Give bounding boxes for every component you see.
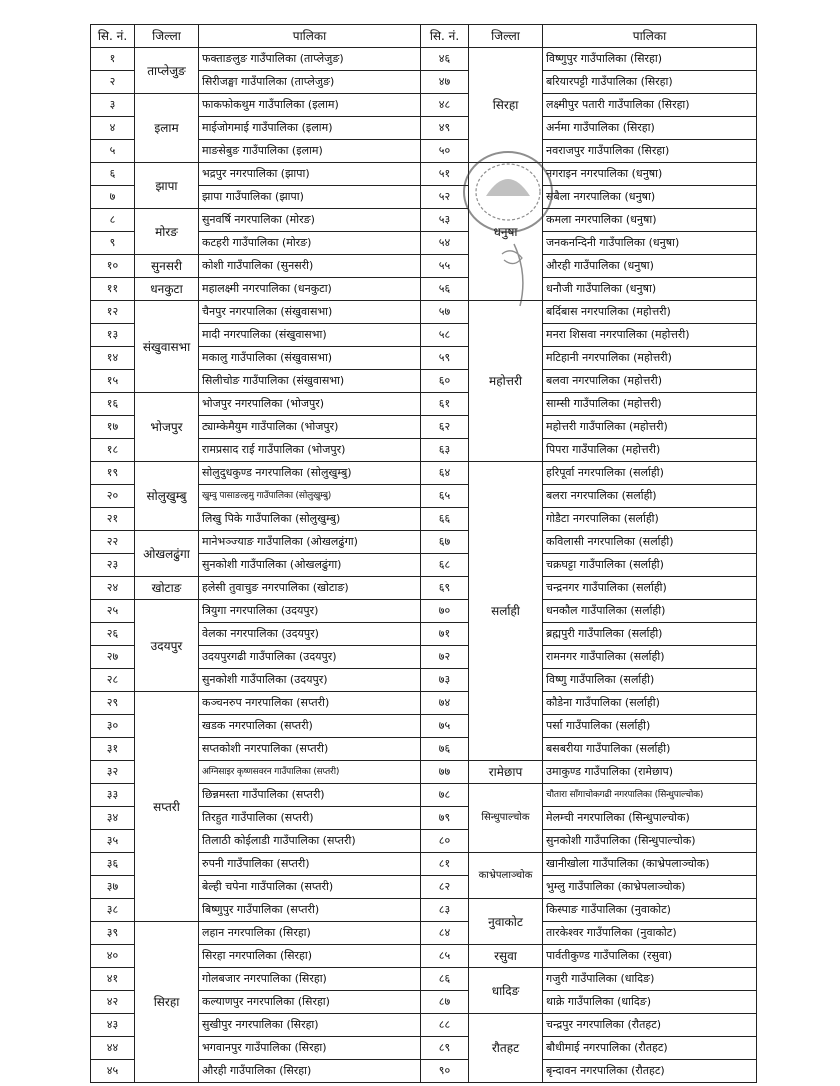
palika-name: फाकफोकथुम गाउँपालिका (इलाम): [199, 94, 421, 117]
serial-number: २७: [91, 646, 135, 669]
serial-number: ५२: [421, 186, 469, 209]
palika-name: भद्रपुर नगरपालिका (झापा): [199, 163, 421, 186]
palika-name: गजुरी गाउँपालिका (धादिङ): [543, 968, 757, 991]
serial-number: ५९: [421, 347, 469, 370]
serial-number: २४: [91, 577, 135, 600]
palika-name: कञ्चनरुप नगरपालिका (सप्तरी): [199, 692, 421, 715]
serial-number: ८३: [421, 899, 469, 922]
palika-name: चौतारा साँगाचोकगढी नगरपालिका (सिन्धुपाल्चोक): [543, 784, 757, 807]
serial-number: १८: [91, 439, 135, 462]
serial-number: ३७: [91, 876, 135, 899]
serial-number: ६: [91, 163, 135, 186]
serial-number: ६०: [421, 370, 469, 393]
palika-name: बलरा नगरपालिका (सर्लाही): [543, 485, 757, 508]
district-name: खोटाङ: [135, 577, 199, 600]
serial-number: ३५: [91, 830, 135, 853]
serial-number: ४३: [91, 1014, 135, 1037]
palika-name: महालक्ष्मी नगरपालिका (धनकुटा): [199, 278, 421, 301]
palika-name: भोजपुर नगरपालिका (भोजपुर): [199, 393, 421, 416]
header-sn-2: सि. नं.: [421, 25, 469, 48]
district-name: उदयपुर: [135, 600, 199, 692]
serial-number: ७०: [421, 600, 469, 623]
serial-number: ८६: [421, 968, 469, 991]
palika-name: रामनगर गाउँपालिका (सर्लाही): [543, 646, 757, 669]
serial-number: ४७: [421, 71, 469, 94]
palika-name: कटहरी गाउँपालिका (मोरङ): [199, 232, 421, 255]
palika-name: महोत्तरी गाउँपालिका (महोत्तरी): [543, 416, 757, 439]
serial-number: ३: [91, 94, 135, 117]
header-sn: सि. नं.: [91, 25, 135, 48]
table-body: [91, 48, 757, 1083]
table-row: [91, 255, 757, 278]
district-name: महोत्तरी: [469, 301, 543, 462]
palika-name: बर्दिबास नगरपालिका (महोत्तरी): [543, 301, 757, 324]
serial-number: १०: [91, 255, 135, 278]
serial-number: ३१: [91, 738, 135, 761]
serial-number: ६३: [421, 439, 469, 462]
palika-name: नगराइन नगरपालिका (धनुषा): [543, 163, 757, 186]
serial-number: ४५: [91, 1060, 135, 1083]
palika-name: रामप्रसाद राई गाउँपालिका (भोजपुर): [199, 439, 421, 462]
table-row: [91, 462, 757, 485]
serial-number: १४: [91, 347, 135, 370]
serial-number: ९०: [421, 1060, 469, 1083]
palika-name: तिलाठी कोईलाडी गाउँपालिका (सप्तरी): [199, 830, 421, 853]
serial-number: १६: [91, 393, 135, 416]
serial-number: ५५: [421, 255, 469, 278]
palika-name: बिष्णुपुर गाउँपालिका (सप्तरी): [199, 899, 421, 922]
serial-number: ७३: [421, 669, 469, 692]
serial-number: ८७: [421, 991, 469, 1014]
palika-name: सुनकोशी गाउँपालिका (उदयपुर): [199, 669, 421, 692]
palika-name: चन्द्रपुर नगरपालिका (रौतहट): [543, 1014, 757, 1037]
serial-number: ४: [91, 117, 135, 140]
district-name: रौतहट: [469, 1014, 543, 1083]
palika-name: गोडैटा नगरपालिका (सर्लाही): [543, 508, 757, 531]
serial-number: ८८: [421, 1014, 469, 1037]
palika-name: हरिपूर्वा नगरपालिका (सर्लाही): [543, 462, 757, 485]
serial-number: ४२: [91, 991, 135, 1014]
serial-number: ५: [91, 140, 135, 163]
district-name: रसुवा: [469, 945, 543, 968]
palika-name: मानेभञ्ज्याङ गाउँपालिका (ओखलढुंगा): [199, 531, 421, 554]
table-header-row: [91, 25, 757, 48]
table-row: [91, 278, 757, 301]
palika-name: मटिहानी नगरपालिका (महोत्तरी): [543, 347, 757, 370]
palika-name: बसबरीया गाउँपालिका (सर्लाही): [543, 738, 757, 761]
palika-name: अग्निसाइर कृष्णसवरन गाउँपालिका (सप्तरी): [199, 761, 421, 784]
serial-number: ३२: [91, 761, 135, 784]
district-name: मोरङ: [135, 209, 199, 255]
palika-name: बरियारपट्टी गाउँपालिका (सिरहा): [543, 71, 757, 94]
table-row: [91, 94, 757, 117]
serial-number: १२: [91, 301, 135, 324]
table-row: [91, 692, 757, 715]
palika-name: नवराजपुर गाउँपालिका (सिरहा): [543, 140, 757, 163]
serial-number: ५६: [421, 278, 469, 301]
palika-name: हलेसी तुवाचुङ नगरपालिका (खोटाङ): [199, 577, 421, 600]
serial-number: ४९: [421, 117, 469, 140]
serial-number: २: [91, 71, 135, 94]
palika-name: छिन्नमस्ता गाउँपालिका (सप्तरी): [199, 784, 421, 807]
serial-number: ८५: [421, 945, 469, 968]
palika-name: सिरीजङ्घा गाउँपालिका (ताप्लेजुङ): [199, 71, 421, 94]
serial-number: ११: [91, 278, 135, 301]
serial-number: ७८: [421, 784, 469, 807]
serial-number: २८: [91, 669, 135, 692]
palika-name: सप्तकोशी नगरपालिका (सप्तरी): [199, 738, 421, 761]
serial-number: १५: [91, 370, 135, 393]
palika-name: धनकौल गाउँपालिका (सर्लाही): [543, 600, 757, 623]
serial-number: ७९: [421, 807, 469, 830]
palika-name: पर्सा गाउँपालिका (सर्लाही): [543, 715, 757, 738]
palika-name: धनौजी गाउँपालिका (धनुषा): [543, 278, 757, 301]
district-name: सोलुखुम्बु: [135, 462, 199, 531]
palika-name: उमाकुण्ड गाउँपालिका (रामेछाप): [543, 761, 757, 784]
table-row: [91, 531, 757, 554]
palika-name: पार्वतीकुण्ड गाउँपालिका (रसुवा): [543, 945, 757, 968]
table-row: [91, 577, 757, 600]
district-name: सप्तरी: [135, 692, 199, 922]
serial-number: ४४: [91, 1037, 135, 1060]
palika-name: सिरहा नगरपालिका (सिरहा): [199, 945, 421, 968]
serial-number: ५३: [421, 209, 469, 232]
serial-number: ३०: [91, 715, 135, 738]
palika-name: चक्रघट्टा गाउँपालिका (सर्लाही): [543, 554, 757, 577]
palika-name: त्रियुगा नगरपालिका (उदयपुर): [199, 600, 421, 623]
serial-number: ३६: [91, 853, 135, 876]
palika-name: सुनकोशी गाउँपालिका (ओखलढुंगा): [199, 554, 421, 577]
palika-name: थाक्रे गाउँपालिका (धादिङ): [543, 991, 757, 1014]
serial-number: ३९: [91, 922, 135, 945]
district-name: इलाम: [135, 94, 199, 163]
palika-name: सिलीचोङ गाउँपालिका (संखुवासभा): [199, 370, 421, 393]
header-district: जिल्ला: [135, 25, 199, 48]
palika-name: सुनवर्षि नगरपालिका (मोरङ): [199, 209, 421, 232]
serial-number: ७२: [421, 646, 469, 669]
palika-name: लहान नगरपालिका (सिरहा): [199, 922, 421, 945]
palika-name: कौडेना गाउँपालिका (सर्लाही): [543, 692, 757, 715]
serial-number: १९: [91, 462, 135, 485]
palika-name: भगवानपुर गाउँपालिका (सिरहा): [199, 1037, 421, 1060]
palika-name: बलवा नगरपालिका (महोत्तरी): [543, 370, 757, 393]
palika-name: वेलका नगरपालिका (उदयपुर): [199, 623, 421, 646]
palika-name: खडक नगरपालिका (सप्तरी): [199, 715, 421, 738]
district-name: सिन्धुपाल्चोक: [469, 784, 543, 853]
palika-name: कोशी गाउँपालिका (सुनसरी): [199, 255, 421, 278]
palika-name: मनरा शिसवा नगरपालिका (महोत्तरी): [543, 324, 757, 347]
palika-table: [90, 24, 757, 1083]
palika-name: तारकेश्वर गाउँपालिका (नुवाकोट): [543, 922, 757, 945]
palika-name: खानीखोला गाउँपालिका (काभ्रेपलाञ्चोक): [543, 853, 757, 876]
palika-name: चैनपुर नगरपालिका (संखुवासभा): [199, 301, 421, 324]
district-name: सिरहा: [135, 922, 199, 1083]
palika-name: ट्याम्केमैयुम गाउँपालिका (भोजपुर): [199, 416, 421, 439]
table-row: [91, 163, 757, 186]
serial-number: १: [91, 48, 135, 71]
district-name: सिरहा: [469, 48, 543, 163]
serial-number: ७६: [421, 738, 469, 761]
palika-name: औरही गाउँपालिका (धनुषा): [543, 255, 757, 278]
palika-name: खुम्वु पासाङल्हमु गाउँपालिका (सोलुखुम्बु): [199, 485, 421, 508]
document-sheet: [90, 24, 756, 1083]
palika-name: मादी नगरपालिका (संखुवासभा): [199, 324, 421, 347]
palika-name: अर्नमा गाउँपालिका (सिरहा): [543, 117, 757, 140]
table-row: [91, 301, 757, 324]
serial-number: ६५: [421, 485, 469, 508]
palika-name: कविलासी नगरपालिका (सर्लाही): [543, 531, 757, 554]
district-name: ओखलढुंगा: [135, 531, 199, 577]
district-name: ताप्लेजुङ: [135, 48, 199, 94]
serial-number: १७: [91, 416, 135, 439]
palika-name: भुम्लु गाउँपालिका (काभ्रेपलाञ्चोक): [543, 876, 757, 899]
palika-name: बौधीमाई नगरपालिका (रौतहट): [543, 1037, 757, 1060]
palika-name: पिपरा गाउँपालिका (महोत्तरी): [543, 439, 757, 462]
palika-name: कमला नगरपालिका (धनुषा): [543, 209, 757, 232]
header-palika-2: पालिका: [543, 25, 757, 48]
district-name: सुनसरी: [135, 255, 199, 278]
header-palika: पालिका: [199, 25, 421, 48]
serial-number: २२: [91, 531, 135, 554]
serial-number: ८९: [421, 1037, 469, 1060]
table-row: [91, 600, 757, 623]
serial-number: ४८: [421, 94, 469, 117]
district-name: संखुवासभा: [135, 301, 199, 393]
palika-name: माङसेबुङ गाउँपालिका (इलाम): [199, 140, 421, 163]
serial-number: २०: [91, 485, 135, 508]
serial-number: २६: [91, 623, 135, 646]
palika-name: सुखीपुर नगरपालिका (सिरहा): [199, 1014, 421, 1037]
palika-name: सबैला नगरपालिका (धनुषा): [543, 186, 757, 209]
serial-number: ३४: [91, 807, 135, 830]
palika-name: बेल्ही चपेना गाउँपालिका (सप्तरी): [199, 876, 421, 899]
district-name: धादिङ: [469, 968, 543, 1014]
district-name: नुवाकोट: [469, 899, 543, 945]
serial-number: ७१: [421, 623, 469, 646]
serial-number: ३८: [91, 899, 135, 922]
serial-number: ६६: [421, 508, 469, 531]
table-row: [91, 393, 757, 416]
serial-number: ५१: [421, 163, 469, 186]
palika-name: कल्याणपुर नगरपालिका (सिरहा): [199, 991, 421, 1014]
palika-name: बृन्दावन नगरपालिका (रौतहट): [543, 1060, 757, 1083]
palika-name: साम्सी गाउँपालिका (महोत्तरी): [543, 393, 757, 416]
palika-name: विष्णु गाउँपालिका (सर्लाही): [543, 669, 757, 692]
serial-number: ७५: [421, 715, 469, 738]
palika-name: विष्णुपुर गाउँपालिका (सिरहा): [543, 48, 757, 71]
serial-number: ४१: [91, 968, 135, 991]
district-name: काभ्रेपलाञ्चोक: [469, 853, 543, 899]
serial-number: २५: [91, 600, 135, 623]
serial-number: ६१: [421, 393, 469, 416]
district-name: धनकुटा: [135, 278, 199, 301]
palika-name: औरही गाउँपालिका (सिरहा): [199, 1060, 421, 1083]
serial-number: ७: [91, 186, 135, 209]
serial-number: ६४: [421, 462, 469, 485]
serial-number: २९: [91, 692, 135, 715]
serial-number: ४६: [421, 48, 469, 71]
palika-name: ब्रह्मपुरी गाउँपालिका (सर्लाही): [543, 623, 757, 646]
serial-number: ७४: [421, 692, 469, 715]
district-name: सर्लाही: [469, 462, 543, 761]
serial-number: १३: [91, 324, 135, 347]
serial-number: ४०: [91, 945, 135, 968]
palika-name: रुपनी गाउँपालिका (सप्तरी): [199, 853, 421, 876]
palika-name: झापा गाउँपालिका (झापा): [199, 186, 421, 209]
serial-number: ६२: [421, 416, 469, 439]
table-row: [91, 209, 757, 232]
district-name: भोजपुर: [135, 393, 199, 462]
serial-number: ८४: [421, 922, 469, 945]
header-district-2: जिल्ला: [469, 25, 543, 48]
serial-number: ६८: [421, 554, 469, 577]
palika-name: फक्ताङलुङ गाउँपालिका (ताप्लेजुङ): [199, 48, 421, 71]
palika-name: गोलबजार नगरपालिका (सिरहा): [199, 968, 421, 991]
palika-name: लिखु पिके गाउँपालिका (सोलुखुम्बु): [199, 508, 421, 531]
palika-name: लक्ष्मीपुर पतारी गाउँपालिका (सिरहा): [543, 94, 757, 117]
table-row: [91, 48, 757, 71]
serial-number: ८०: [421, 830, 469, 853]
serial-number: ५४: [421, 232, 469, 255]
palika-name: सोलुदुधकुण्ड नगरपालिका (सोलुखुम्बु): [199, 462, 421, 485]
palika-name: जनकनन्दिनी गाउँपालिका (धनुषा): [543, 232, 757, 255]
serial-number: २१: [91, 508, 135, 531]
palika-name: चन्द्रनगर गाउँपालिका (सर्लाही): [543, 577, 757, 600]
serial-number: ५०: [421, 140, 469, 163]
serial-number: ८२: [421, 876, 469, 899]
serial-number: ५७: [421, 301, 469, 324]
district-name: धनुषा: [469, 163, 543, 301]
palika-name: सुनकोशी गाउँपालिका (सिन्धुपाल्चोक): [543, 830, 757, 853]
serial-number: ८१: [421, 853, 469, 876]
serial-number: ३३: [91, 784, 135, 807]
district-name: झापा: [135, 163, 199, 209]
serial-number: ५८: [421, 324, 469, 347]
palika-name: किस्पाङ गाउँपालिका (नुवाकोट): [543, 899, 757, 922]
serial-number: ६७: [421, 531, 469, 554]
palika-name: मकालु गाउँपालिका (संखुवासभा): [199, 347, 421, 370]
district-name: रामेछाप: [469, 761, 543, 784]
palika-name: मेलम्ची नगरपालिका (सिन्धुपाल्चोक): [543, 807, 757, 830]
palika-name: तिरहुत गाउँपालिका (सप्तरी): [199, 807, 421, 830]
palika-name: माईजोगमाई गाउँपालिका (इलाम): [199, 117, 421, 140]
serial-number: ९: [91, 232, 135, 255]
palika-name: उदयपुरगढी गाउँपालिका (उदयपुर): [199, 646, 421, 669]
serial-number: ६९: [421, 577, 469, 600]
serial-number: ८: [91, 209, 135, 232]
serial-number: २३: [91, 554, 135, 577]
serial-number: ७७: [421, 761, 469, 784]
table-row: [91, 922, 757, 945]
